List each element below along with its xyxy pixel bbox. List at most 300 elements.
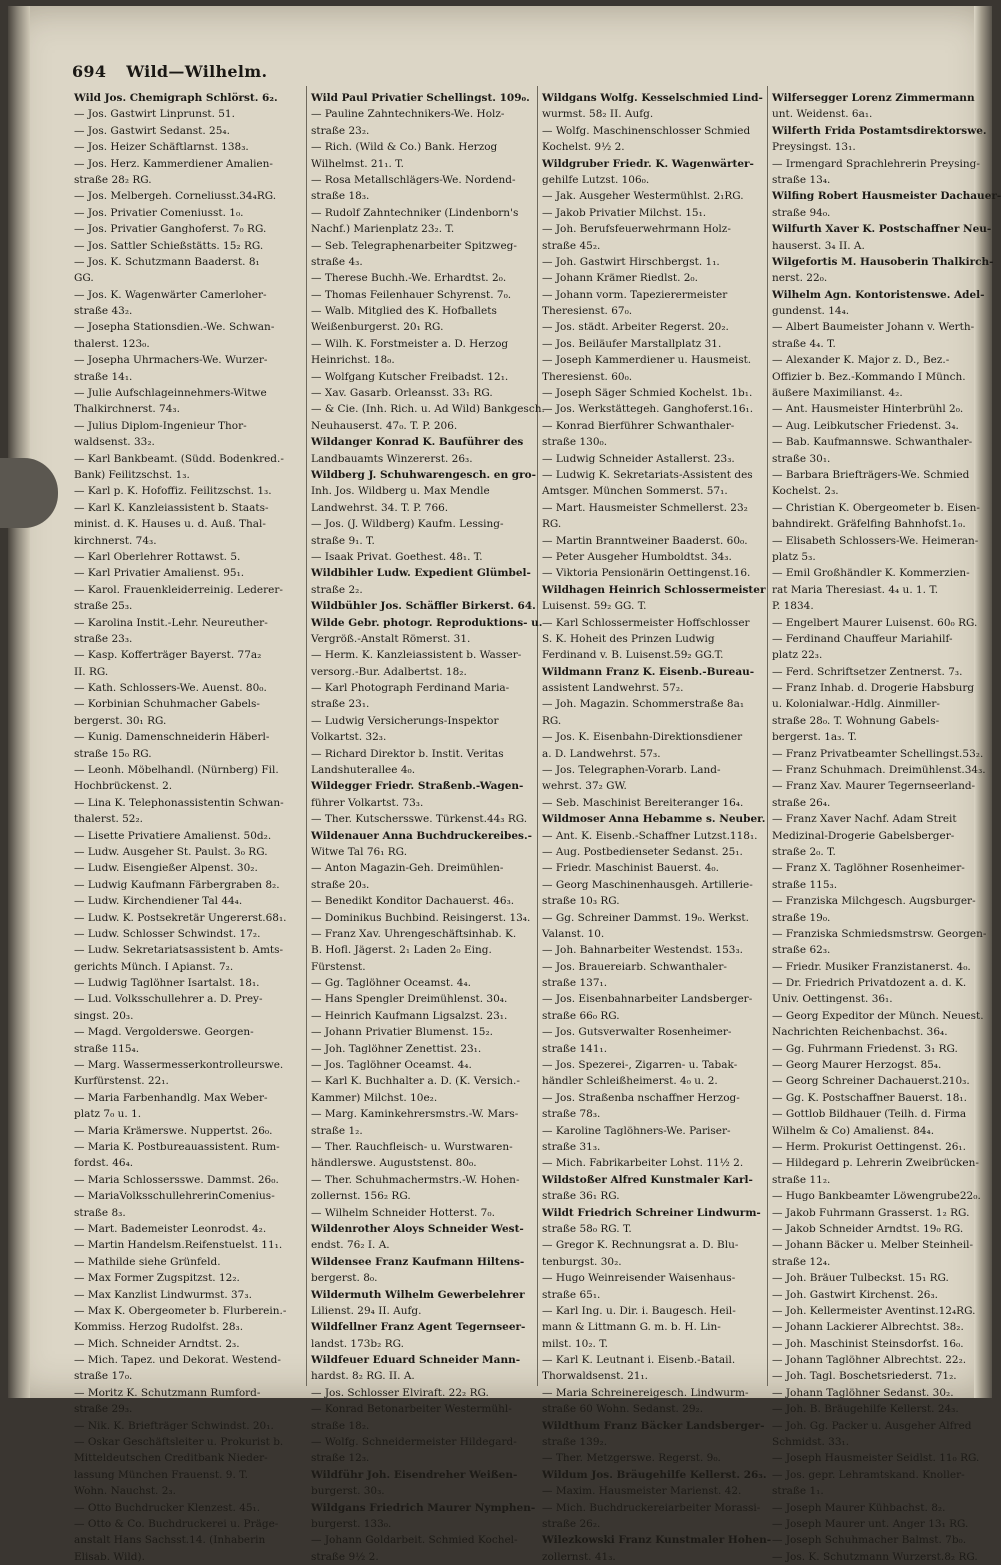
entry-heading: Wildt Friedrich Schreiner Lindwurm-	[542, 1206, 761, 1219]
entry-line: — Franziska Milchgesch. Augsburger-	[772, 895, 976, 908]
entry-line: — Lina K. Telephonassistentin Schwan-	[74, 796, 284, 809]
entry-line: straße 31₃.	[542, 1141, 601, 1153]
entry-line: — Richard Direktor b. Instit. Veritas	[311, 747, 504, 760]
entry-line: — Jos. Sattler Schießstätts. 15₂ RG.	[74, 239, 264, 252]
entry-line: straße 43₂.	[74, 305, 133, 318]
entry-heading: Wildmann Franz K. Eisenb.-Bureau-	[542, 665, 755, 678]
entry-line: straße 58₀ RG. T.	[542, 1222, 632, 1235]
entry-line: — Ther. Metzgerswe. Regerst. 9₀.	[542, 1452, 721, 1465]
entry-line: II. RG.	[74, 665, 109, 678]
entry-heading: Wilfing Robert Hausmeister Dachauer-	[772, 190, 1001, 203]
entry-line: — Nik. K. Briefträger Schwindst. 20₁.	[74, 1419, 274, 1432]
entry-line: wehrst. 37₂ GW.	[542, 780, 627, 793]
entry-line: endst. 76₂ I. A.	[311, 1239, 390, 1252]
entry-line: straße 23₂.	[311, 124, 370, 137]
entry-line: — Johann Bäcker u. Melber Steinheil-	[772, 1239, 974, 1252]
entry-line: straße 18₂.	[311, 1419, 370, 1432]
entry-line: — Joh. Magazin. Schommerstraße 8a₁	[542, 698, 745, 711]
entry-line: — Jos. Taglöhner Oceamst. 4₄.	[311, 1059, 472, 1072]
entry-line: straße 10₃ RG.	[542, 895, 620, 908]
entry-line: — Ther. Schuhmachermstrs.-W. Hohen-	[311, 1173, 520, 1186]
entry-line: Valanst. 10.	[542, 927, 605, 940]
entry-line: straße 4₄. T.	[772, 337, 836, 350]
entry-line: hardst. 8₂ RG. II. A.	[311, 1370, 415, 1383]
entry-line: minist. d. K. Hauses u. d. Auß. Thal-	[74, 518, 266, 531]
entry-line: — Martin Branntweiner Baaderst. 60₀.	[542, 534, 748, 547]
entry-line: — Dominikus Buchbind. Reisingerst. 13₄.	[311, 911, 531, 924]
entry-line: straße 20₃.	[311, 878, 370, 891]
entry-line: — Magd. Vergolderswe. Georgen-	[74, 1026, 254, 1039]
entry-line: — Walb. Mitglied des K. Hofballets	[311, 305, 497, 318]
entry-line: — Rudolf Zahntechniker (Lindenborn's	[311, 206, 519, 219]
entry-line: straße 2₂.	[311, 583, 363, 596]
entry-line: straße 12₄.	[772, 1255, 831, 1268]
entry-line: — Mart. Hausmeister Schmellerst. 23₂	[542, 501, 748, 514]
entry-line: — Joseph Kammerdiener u. Hausmeist.	[542, 354, 752, 367]
entry-line: — Barbara Briefträgers-We. Schmied	[772, 468, 970, 481]
entry-heading: Wildensee Franz Kaufmann Hiltens-	[311, 1255, 525, 1268]
entry-line: — Karl Ing. u. Dir. i. Baugesch. Heil-	[542, 1304, 736, 1317]
entry-heading: Wildanger Konrad K. Bauführer des	[311, 436, 524, 449]
entry-line: straße 2₀. T.	[772, 845, 836, 858]
entry-line: Medizinal-Drogerie Gabelsberger-	[772, 829, 955, 842]
entry-line: Hochbrückenst. 2.	[74, 780, 173, 793]
entry-line: — Hugo Bankbeamter Löwengrube22₀.	[772, 1190, 981, 1203]
entry-line: — Franz X. Taglöhner Rosenheimer-	[772, 862, 965, 875]
entry-line: — Jakob Schneider Arndtst. 19₀ RG.	[772, 1222, 964, 1235]
entry-line: — Kasp. Kofferträger Bayerst. 77a₂	[74, 649, 262, 662]
entry-line: Vergröß.-Anstalt Römerst. 31.	[311, 632, 471, 645]
entry-line: Luisenst. 59₂ GG. T.	[542, 600, 647, 613]
entry-line: händler Schleißheimerst. 4₀ u. 2.	[542, 1075, 718, 1088]
entry-line: — Benedikt Konditor Dachauerst. 46₃.	[311, 895, 515, 908]
entry-line: singst. 20₃.	[74, 1009, 134, 1022]
entry-line: — Friedr. Maschinist Bauerst. 4₀.	[542, 862, 719, 875]
entry-line: straße 94₀.	[772, 206, 831, 219]
entry-line: Wilhelmst. 21₁. T.	[311, 157, 404, 170]
entry-line: straße 62₃.	[772, 944, 831, 957]
entry-line: — Jos. Gutsverwalter Rosenheimer-	[542, 1026, 732, 1039]
entry-line: straße 1₂.	[311, 1124, 363, 1137]
entry-line: gehilfe Lutzst. 106₀.	[542, 173, 650, 186]
entry-heading: Wildgans Friedrich Maurer Nymphen-	[311, 1501, 536, 1514]
entry-line: — Mich. Schneider Arndtst. 2₃.	[74, 1337, 240, 1350]
entry-heading: Wild Paul Privatier Schellingst. 109₀.	[311, 92, 530, 104]
entry-line: — Gregor K. Rechnungsrat a. D. Blu-	[542, 1239, 739, 1252]
entry-line: — Georg Expeditor der Münch. Neuest.	[772, 1009, 984, 1022]
entry-line: Univ. Oettingenst. 36₁.	[772, 993, 893, 1006]
entry-line: straße 17₀.	[74, 1370, 133, 1383]
entry-line: straße 4₃.	[311, 255, 363, 268]
bookmark-tab	[0, 458, 58, 528]
entry-line: platz 22₃.	[772, 649, 823, 662]
entry-line: — Elisabeth Schlossers-We. Heimeran-	[772, 534, 979, 547]
entry-line: — Franz Schuhmach. Dreimühlenst.34₃.	[772, 764, 986, 777]
entry-line: — Konrad Betonarbeiter Westermühl-	[311, 1403, 512, 1416]
entry-line: straße 66₀ RG.	[542, 1009, 620, 1022]
entry-line: lassung München Frauenst. 9. T.	[74, 1468, 248, 1481]
entry-line: — Thomas Feilenhauer Schyrenst. 7₀.	[311, 288, 512, 301]
entry-line: — Josepha Uhrmachers-We. Wurzer-	[74, 354, 268, 367]
entry-heading: Wildenauer Anna Buchdruckereibes.-	[311, 829, 532, 842]
entry-line: — Wilhelm Schneider Hotterst. 7₀.	[311, 1206, 495, 1219]
entry-line: Theresienst. 60₀.	[542, 370, 633, 383]
entry-line: — Joh. Bräuer Tulbeckst. 15₁ RG.	[772, 1272, 949, 1285]
entry-line: straße 60 Wohn. Sedanst. 29₂.	[542, 1403, 704, 1416]
entry-line: — Ferdinand Chauffeur Mariahilf-	[772, 632, 953, 645]
entry-line: — Aug. Leibkutscher Friedenst. 3₄.	[772, 419, 959, 432]
entry-line: Ferdinand v. B. Luisenst.59₂ GG.T.	[542, 649, 724, 662]
entry-line: — Karl K. Buchhalter a. D. (K. Versich.-	[311, 1075, 520, 1088]
entry-line: — Ludwig K. Sekretariats-Assistent des	[542, 468, 753, 481]
entry-line: straße 29₃.	[74, 1403, 133, 1416]
entry-line: — Joh. Taglöhner Zenettist. 23₁.	[311, 1042, 482, 1055]
entry-line: — Lud. Volksschullehrer a. D. Prey-	[74, 993, 263, 1006]
entry-line: — Gg. Schreiner Dammst. 19₀. Werkst.	[542, 911, 749, 924]
entry-line: — Jos. Herz. Kammerdiener Amalien-	[74, 157, 273, 170]
entry-line: straße 45₂.	[542, 239, 601, 252]
entry-line: — Karol. Frauenkleiderreinig. Lederer-	[74, 583, 283, 596]
entry-line: — Maxim. Hausmeister Marienst. 42.	[542, 1485, 742, 1498]
entry-line: Landshuterallee 4₀.	[311, 764, 416, 777]
entry-line: — Jos. Werkstättegeh. Ganghoferst.16₁.	[542, 403, 754, 416]
entry-line: straße 9½ 2.	[311, 1550, 379, 1563]
entry-line: — Franz Xav. Uhrengeschäftsinhab. K.	[311, 927, 517, 940]
entry-line: — Joh. Gastwirt Hirschbergst. 1₁.	[542, 255, 720, 268]
entry-heading: Wildum Jos. Bräugehilfe Kellerst. 26₃.	[542, 1468, 767, 1481]
entry-line: straße 9₁. T.	[311, 534, 375, 547]
column-3	[542, 90, 770, 1565]
entry-line: straße 130₀.	[542, 436, 608, 449]
entry-line: unt. Weidenst. 6a₁.	[772, 108, 873, 121]
entry-line: — Joh. Tagl. Boschetsriederst. 71₂.	[772, 1370, 957, 1383]
entry-line: straße 65₁.	[542, 1288, 601, 1301]
entry-line: — Hugo Weinreisender Waisenhaus-	[542, 1272, 736, 1285]
entry-line: — Ther. Rauchfleisch- u. Wurstwaren-	[311, 1141, 513, 1153]
entry-line: — Maria K. Postbureauassistent. Rum-	[74, 1141, 280, 1153]
entry-line: — Joseph Hausmeister Seidlst. 11₀ RG.	[772, 1452, 980, 1465]
entry-line: straße 18₃.	[311, 190, 370, 203]
entry-line: Kurfürstenst. 22₁.	[74, 1075, 169, 1088]
entry-line: straße 139₂.	[542, 1436, 608, 1449]
column-4	[772, 90, 1001, 1565]
entry-line: — MariaVolksschullehrerinComenius-	[74, 1190, 275, 1203]
entry-line: — Xav. Gasarb. Orleansst. 33₁ RG.	[311, 387, 493, 400]
entry-line: Thorwaldsenst. 21₁.	[542, 1370, 648, 1383]
entry-line: — Rosa Metallschlägers-We. Nordend-	[311, 173, 516, 186]
entry-line: — Seb. Maschinist Bereiteranger 16₄.	[542, 796, 744, 809]
entry-line: Neuhauserst. 47₀. T. P. 206.	[311, 419, 458, 432]
entry-line: Thalkirchnerst. 74₃.	[74, 403, 180, 416]
entry-line: RG.	[542, 518, 562, 531]
entry-line: — Josepha Stationsdien.-We. Schwan-	[74, 321, 275, 334]
entry-heading: Wildthum Franz Bäcker Landsberger-	[542, 1419, 765, 1432]
entry-line: — Mich. Fabrikarbeiter Lohst. 11½ 2.	[542, 1157, 744, 1170]
entry-line: — Jos. (J. Wildberg) Kaufm. Lessing-	[311, 518, 504, 531]
entry-line: — Bab. Kaufmannswe. Schwanthaler-	[772, 436, 973, 449]
entry-line: Kommiss. Herzog Rudolfst. 28₃.	[74, 1321, 244, 1334]
entry-line: kirchnerst. 74₃.	[74, 534, 157, 547]
entry-heading: Wilhelm Agn. Kontoristenswe. Adel-	[772, 288, 985, 301]
entry-line: — Franz Xav. Maurer Tegernseerland-	[772, 780, 976, 793]
entry-line: — Georg Schreiner Dachauerst.210₃.	[772, 1075, 970, 1088]
entry-line: — Ludwig Taglöhner Isartalst. 18₁.	[74, 977, 260, 990]
entry-line: — Pauline Zahntechnikers-We. Holz-	[311, 108, 505, 121]
entry-line: tenburgst. 30₂.	[542, 1255, 622, 1268]
entry-line: — Julius Diplom-Ingenieur Thor-	[74, 419, 247, 432]
entry-line: — Wolfgang Kutscher Freibadst. 12₁.	[311, 370, 509, 383]
entry-line: Witwe Tal 76₁ RG.	[311, 845, 408, 858]
entry-heading: Wildhagen Heinrich Schlossermeister	[542, 583, 766, 596]
entry-line: — Georg Maurer Herzogst. 85₄.	[772, 1059, 942, 1072]
entry-line: — Ferd. Schriftsetzer Zentnerst. 7₃.	[772, 665, 963, 678]
directory-page	[8, 6, 1001, 1563]
entry-line: — Joh. Bahnarbeiter Westendst. 153₃.	[542, 944, 743, 957]
entry-line: bergerst. 30₁ RG.	[74, 714, 167, 727]
entry-line: — Georg Maschinenhausgeh. Artillerie-	[542, 878, 753, 891]
entry-line: burgerst. 133₀.	[311, 1517, 392, 1530]
entry-line: — Herm. K. Kanzleiassistent b. Wasser-	[311, 649, 522, 662]
entry-line: — Kath. Schlossers-We. Auenst. 80₀.	[74, 682, 267, 695]
entry-line: — Karl Bankbeamt. (Südd. Bodenkred.-	[74, 452, 284, 465]
entry-heading: Wildgans Wolfg. Kesselschmied Lind-	[542, 92, 763, 104]
entry-line: äußere Maximilianst. 4₂.	[772, 387, 903, 400]
entry-line: assistent Landwehrst. 57₂.	[542, 682, 684, 695]
entry-heading: Wildfellner Franz Agent Tegernseer-	[311, 1321, 526, 1334]
entry-heading: Wild Jos. Chemigraph Schlörst. 6₂.	[74, 92, 278, 104]
entry-line: — & Cie. (Inh. Rich. u. Ad Wild) Bankgesch.	[311, 403, 545, 416]
entry-line: — Jos. Privatier Ganghoferst. 7₀ RG.	[74, 223, 267, 236]
entry-line: Wilhelm & Co) Amalienst. 84₄.	[772, 1124, 935, 1137]
entry-line: — Seb. Telegraphenarbeiter Spitzweg-	[311, 239, 517, 252]
entry-line: Elisab. Wild).	[74, 1550, 145, 1563]
entry-heading: Wilfurth Xaver K. Postschaffner Neu-	[772, 223, 992, 236]
entry-heading: Wildegger Friedr. Straßenb.-Wagen-	[311, 780, 524, 793]
entry-heading: Wilezkowski Franz Kunstmaler Hohen-	[542, 1534, 772, 1547]
entry-line: — Jakob Fuhrmann Grasserst. 1₂ RG.	[772, 1206, 970, 1219]
entry-line: — Herm. Prokurist Oettingenst. 26₁.	[772, 1141, 966, 1153]
entry-heading: Wilfersegger Lorenz Zimmermann	[772, 92, 975, 104]
entry-line: burgerst. 30₃.	[311, 1485, 385, 1498]
entry-line: — Heinrich Kaufmann Ligsalzst. 23₁.	[311, 1009, 508, 1022]
entry-line: — Wolfg. Maschinenschlosser Schmied	[542, 124, 751, 137]
entry-line: — Marg. Kaminkehrersmstrs.-W. Mars-	[311, 1108, 519, 1121]
entry-line: — Emil Großhändler K. Kommerzien-	[772, 567, 970, 580]
entry-line: — Jos. gepr. Lehramtskand. Knoller-	[772, 1468, 965, 1481]
entry-line: — Jos. Heizer Schäftlarnst. 138₃.	[74, 141, 249, 154]
entry-line: Heinrichst. 18₀.	[311, 354, 395, 367]
entry-line: — Kunig. Damenschneiderin Häberl-	[74, 731, 270, 744]
entry-line: — Karl K. Kanzleiassistent b. Staats-	[74, 501, 269, 514]
entry-line: — Konrad Bierführer Schwanthaler-	[542, 419, 735, 432]
entry-line: Preysingst. 13₁.	[772, 141, 856, 154]
entry-line: — Anton Magazin-Geh. Dreimühlen-	[311, 862, 504, 875]
entry-line: straße 26₄.	[772, 796, 831, 809]
entry-line: Kochelst. 9½ 2.	[542, 141, 625, 154]
entry-line: S. K. Hoheit des Prinzen Ludwig	[542, 632, 715, 645]
entry-line: hauserst. 3₄ II. A.	[772, 239, 865, 252]
entry-line: — Isaak Privat. Goethest. 48₁. T.	[311, 550, 483, 563]
entry-line: straße 115₄.	[74, 1042, 140, 1055]
entry-line: straße 8₃.	[74, 1206, 126, 1219]
entry-line: fordst. 46₄.	[74, 1157, 134, 1170]
entry-line: — Maria Schlossersswe. Dammst. 26₀.	[74, 1173, 279, 1186]
entry-line: platz 7₀ u. 1.	[74, 1108, 142, 1121]
entry-line: — Ludwig Versicherungs-Inspektor	[311, 714, 499, 727]
entry-line: — Otto & Co. Buchdruckerei u. Präge-	[74, 1517, 279, 1530]
entry-line: — Johann vorm. Tapezierermeister	[542, 288, 728, 301]
entry-line: — Therese Buchh.-We. Erhardtst. 2₀.	[311, 272, 507, 285]
entry-line: — Ludw. Ausgeher St. Paulst. 3₀ RG.	[74, 845, 268, 858]
entry-line: — Johann Goldarbeit. Schmied Kochel-	[311, 1534, 518, 1547]
entry-heading: Wildführ Joh. Eisendreher Weißen-	[311, 1468, 518, 1481]
entry-line: straße 12₃.	[311, 1452, 370, 1465]
entry-line: — Johann Taglöhner Albrechtst. 22₂.	[772, 1354, 967, 1367]
entry-line: — Jos. Brauereiarb. Schwanthaler-	[542, 960, 727, 973]
entry-heading: Wilde Gebr. photogr. Reproduktions- u.	[311, 616, 543, 629]
entry-line: P. 1834.	[772, 600, 814, 613]
entry-heading: Wildgruber Friedr. K. Wagenwärter-	[542, 157, 754, 170]
entry-line: straße 30₁.	[772, 452, 831, 465]
entry-line: bahndirekt. Gräfelfing Bahnhofst.1₀.	[772, 518, 966, 531]
entry-line: Theresienst. 67₀.	[542, 305, 633, 318]
entry-line: — Karl Schlossermeister Hoffschlosser	[542, 616, 750, 629]
entry-line: händlerswe. Auguststenst. 80₀.	[311, 1157, 477, 1170]
entry-line: straße 28₀. T. Wohnung Gabels-	[772, 714, 940, 727]
entry-line: bergerst. 8₀.	[311, 1272, 378, 1285]
entry-line: straße 28₂ RG.	[74, 173, 152, 186]
entry-line: — Gottlob Bildhauer (Teilh. d. Firma	[772, 1108, 967, 1121]
entry-line: gerichts Münch. I Apianst. 7₂.	[74, 960, 234, 973]
entry-line: Volkartst. 32₃.	[311, 731, 387, 744]
entry-line: Kochelst. 2₃.	[772, 485, 839, 498]
entry-line: — Jos. Melbergeh. Corneliusst.34₄RG.	[74, 190, 277, 203]
entry-line: — Korbinian Schuhmacher Gabels-	[74, 698, 260, 711]
entry-line: bergerst. 1a₃. T.	[772, 731, 857, 744]
entry-line: zollernst. 41₃.	[542, 1550, 616, 1563]
entry-line: — Mart. Bademeister Leonrodst. 4₂.	[74, 1222, 267, 1235]
entry-line: — Maria Schreinereigesch. Lindwurm-	[542, 1386, 749, 1399]
entry-line: — Gg. Taglöhner Oceamst. 4₄.	[311, 977, 471, 990]
entry-line: — Mathilde siehe Grünfeld.	[74, 1255, 221, 1268]
entry-line: — Joh. Maschinist Steinsdorfst. 16₀.	[772, 1337, 964, 1350]
entry-line: straße 15₀ RG.	[74, 747, 152, 760]
entry-line: — Alexander K. Major z. D., Bez.-	[772, 354, 950, 367]
entry-line: Landwehrst. 34. T. P. 766.	[311, 501, 449, 514]
entry-line: — Joh. Gastwirt Kirchenst. 26₃.	[772, 1288, 939, 1301]
entry-line: — Joh. Kellermeister Aventinst.12₄RG.	[772, 1304, 976, 1317]
entry-line: thalerst. 52₂.	[74, 813, 144, 826]
entry-line: — Johann Lackierer Albrechtst. 38₂.	[772, 1321, 964, 1334]
entry-heading: Wilgefortis M. Hausoberin Thalkirch-	[772, 255, 994, 268]
entry-line: — Karl K. Leutnant i. Eisenb.-Batail.	[542, 1354, 736, 1367]
entry-line: — Peter Ausgeher Humboldtst. 34₃.	[542, 550, 732, 563]
entry-line: — Rich. (Wild & Co.) Bank. Herzog	[311, 141, 498, 154]
entry-line: — Joh. B. Bräugehilfe Kellerst. 24₃.	[772, 1403, 959, 1416]
entry-line: Schmidst. 33₁.	[772, 1436, 850, 1449]
entry-line: — Karl p. K. Hofoffiz. Feilitzschst. 1₃.	[74, 485, 272, 498]
entry-line: straße 1₁.	[772, 1485, 824, 1498]
entry-line: — Gg. K. Postschaffner Bauerst. 18₁.	[772, 1091, 967, 1104]
entry-line: — Jos. Eisenbahnarbeiter Landsberger-	[542, 993, 753, 1006]
entry-line: versorg.-Bur. Adalbertst. 18₂.	[311, 665, 467, 678]
entry-line: — Ludw. K. Postsekretär Ungererst.68₁.	[74, 911, 287, 924]
entry-line: zollernst. 156₂ RG.	[311, 1190, 411, 1203]
entry-line: — Karl Oberlehrer Rottawst. 5.	[74, 550, 241, 563]
entry-line: — Johann Krämer Riedlst. 2₀.	[542, 272, 698, 285]
page-header	[72, 62, 267, 84]
page-number: 694	[72, 62, 107, 81]
entry-line: — Franz Inhab. d. Drogerie Habsburg	[772, 682, 975, 695]
entry-line: — Jos. Telegraphen-Vorarb. Land-	[542, 764, 721, 777]
entry-line: RG.	[542, 714, 562, 727]
entry-line: — Jos. Gastwirt Linprunst. 51.	[74, 108, 235, 121]
entry-line: — Ant. Hausmeister Hinterbrühl 2₀.	[772, 403, 964, 416]
entry-line: milst. 10₂. T.	[542, 1337, 608, 1350]
entry-line: — Moritz K. Schutzmann Rumford-	[74, 1386, 261, 1399]
entry-line: — Gg. Fuhrmann Friedenst. 3₁ RG.	[772, 1042, 958, 1055]
entry-line: straße 25₃.	[74, 600, 133, 613]
entry-line: — Aug. Postbedienseter Sedanst. 25₁.	[542, 845, 743, 858]
entry-line: — Jos. K. Eisenbahn-Direktionsdiener	[542, 731, 743, 744]
entry-line: Weißenburgerst. 20₁ RG.	[311, 321, 444, 334]
entry-line: — Joh. Gg. Packer u. Ausgeher Alfred	[772, 1419, 972, 1432]
entry-line: landst. 173b₂ RG.	[311, 1337, 404, 1350]
entry-line: — Jos. K. Wagenwärter Camerloher-	[74, 288, 267, 301]
entry-line: — Joseph Säger Schmied Kochelst. 1b₁.	[542, 387, 753, 400]
entry-line: — Viktoria Pensionärin Oettingenst.16.	[542, 567, 751, 580]
entry-line: — Karl Photograph Ferdinand Maria-	[311, 682, 510, 695]
entry-line: — Karoline Taglöhners-We. Pariser-	[542, 1124, 731, 1137]
entry-line: — Jos. K. Schutzmann Wurzerst.8₂ RG.	[772, 1550, 978, 1563]
entry-heading: Wildmoser Anna Hebamme s. Neuber.	[542, 813, 766, 826]
entry-line: u. Kolonialwar.-Hdlg. Ainmiller-	[772, 698, 940, 711]
entry-line: Landbauamts Winzererst. 26₃.	[311, 452, 473, 465]
entry-line: — Joseph Schuhmacher Balmst. 7b₀.	[772, 1534, 967, 1547]
entry-heading: Wildfeuer Eduard Schneider Mann-	[311, 1354, 521, 1367]
entry-line: — Wolfg. Schneidermeister Hildegard-	[311, 1436, 517, 1449]
column-2	[311, 90, 545, 1565]
entry-line: — Ludw. Eisengießer Alpenst. 30₂.	[74, 862, 258, 875]
entry-line: — Franz Xaver Nachf. Adam Streit	[772, 813, 957, 826]
entry-line: Lilienst. 29₄ II. Aufg.	[311, 1304, 422, 1317]
entry-line: straße 137₁.	[542, 977, 608, 990]
entry-heading: Wildermuth Wilhelm Gewerbelehrer	[311, 1288, 525, 1301]
entry-line: — Otto Buchdrucker Klenzest. 45₁.	[74, 1501, 261, 1514]
entry-line: rat Maria Theresiast. 4₄ u. 1. T.	[772, 583, 939, 596]
entry-line: Fürstenst.	[311, 960, 366, 973]
entry-line: — Franz Privatbeamter Schellingst.53₂.	[772, 747, 984, 760]
entry-line: thalerst. 123₀.	[74, 337, 150, 350]
entry-heading: Wildenrother Aloys Schneider West-	[311, 1222, 524, 1235]
entry-line: — Jos. Straßenba nschaffner Herzog-	[542, 1091, 740, 1104]
entry-line: — Hans Spengler Dreimühlenst. 30₄.	[311, 993, 508, 1006]
entry-line: — Oskar Geschäftsleiter u. Prokurist b.	[74, 1436, 284, 1449]
column-rule	[306, 86, 307, 1386]
entry-line: — Johann Taglöhner Sedanst. 30₂.	[772, 1386, 954, 1399]
entry-line: — Jakob Privatier Milchst. 15₁.	[542, 206, 707, 219]
entry-line: Kammer) Milchst. 10e₂.	[311, 1091, 438, 1104]
running-title: Wild—Wilhelm.	[126, 62, 268, 81]
entry-line: — Engelbert Maurer Luisenst. 60₀ RG.	[772, 616, 978, 629]
entry-line: — Joseph Maurer Kühbachst. 8₂.	[772, 1501, 946, 1514]
entry-line: straße 141₁.	[542, 1042, 608, 1055]
entry-line: — Ludw. Kirchendiener Tal 44₄.	[74, 895, 243, 908]
entry-line: — Christian K. Obergeometer b. Eisen-	[772, 501, 980, 514]
entry-line: straße 23₃.	[74, 632, 133, 645]
entry-line: GG.	[74, 272, 94, 285]
entry-line: straße 13₄.	[772, 173, 831, 186]
